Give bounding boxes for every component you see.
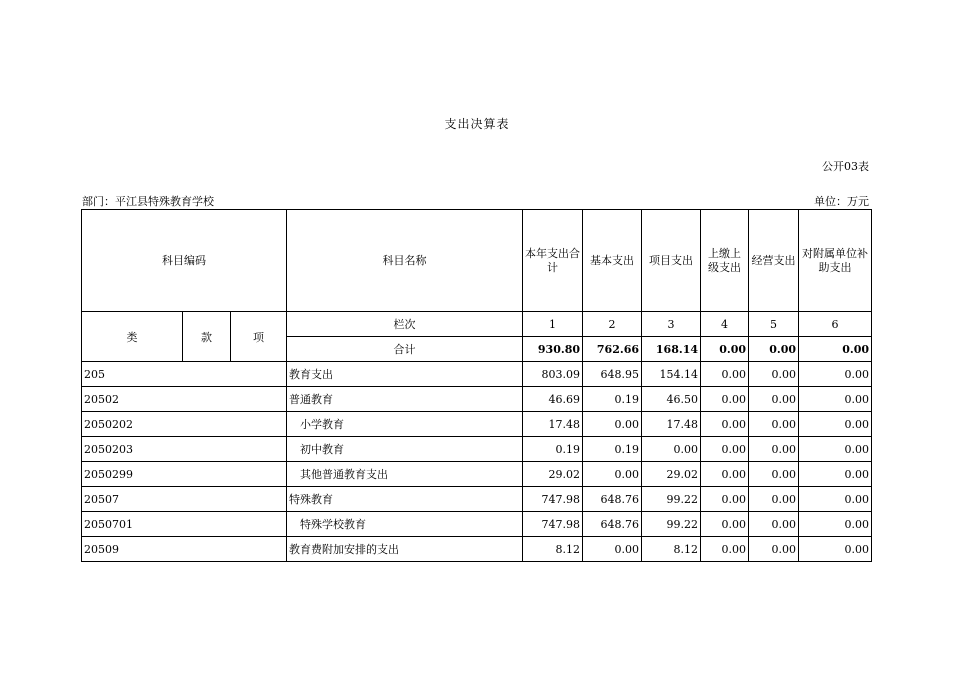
row-value: 0.00 — [799, 512, 872, 537]
total-label: 合计 — [287, 337, 523, 362]
header-upper: 上缴上级支出 — [701, 210, 749, 312]
unit-label: 单位：万元 — [814, 195, 869, 208]
row-value: 0.00 — [583, 537, 642, 562]
row-value: 0.00 — [642, 437, 701, 462]
header-project: 项目支出 — [642, 210, 701, 312]
header-basic: 基本支出 — [583, 210, 642, 312]
row-value: 154.14 — [642, 362, 701, 387]
row-code: 2050202 — [82, 412, 287, 437]
row-code: 2050203 — [82, 437, 287, 462]
row-value: 0.00 — [799, 487, 872, 512]
row-code: 2050701 — [82, 512, 287, 537]
row-value: 46.50 — [642, 387, 701, 412]
row-value: 29.02 — [642, 462, 701, 487]
row-value: 0.00 — [749, 437, 799, 462]
row-value: 8.12 — [523, 537, 583, 562]
row-value: 747.98 — [523, 487, 583, 512]
row-value: 29.02 — [523, 462, 583, 487]
row-value: 0.00 — [749, 487, 799, 512]
table-row — [82, 387, 872, 412]
form-number: 公开03表 — [822, 160, 869, 173]
row-code: 20509 — [82, 537, 287, 562]
row-value: 99.22 — [642, 512, 701, 537]
row-code: 2050299 — [82, 462, 287, 487]
header-row — [82, 210, 872, 312]
row-value: 0.19 — [523, 437, 583, 462]
row-name: 教育支出 — [287, 362, 523, 387]
row-value: 0.00 — [701, 437, 749, 462]
row-code: 20507 — [82, 487, 287, 512]
table-row — [82, 412, 872, 437]
total-value: 0.00 — [799, 337, 872, 362]
total-value: 762.66 — [583, 337, 642, 362]
row-value: 648.76 — [583, 512, 642, 537]
header-subsidy: 对附属单位补助支出 — [799, 210, 872, 312]
row-value: 0.00 — [701, 537, 749, 562]
row-value: 0.00 — [799, 362, 872, 387]
header-xiang: 项 — [231, 312, 287, 362]
row-value: 46.69 — [523, 387, 583, 412]
col-index-2: 2 — [583, 312, 642, 337]
row-value: 0.19 — [583, 387, 642, 412]
row-value: 0.19 — [583, 437, 642, 462]
row-code: 205 — [82, 362, 287, 387]
table-row — [82, 512, 872, 537]
row-name: 初中教育 — [287, 437, 523, 462]
row-value: 0.00 — [749, 512, 799, 537]
row-value: 0.00 — [701, 462, 749, 487]
row-value: 0.00 — [583, 462, 642, 487]
table-row — [82, 537, 872, 562]
row-code: 20502 — [82, 387, 287, 412]
header-operating: 经营支出 — [749, 210, 799, 312]
page-title: 支出决算表 — [444, 117, 510, 131]
total-value: 0.00 — [701, 337, 749, 362]
table-row — [82, 362, 872, 387]
row-value: 17.48 — [642, 412, 701, 437]
row-value: 0.00 — [749, 387, 799, 412]
row-value: 8.12 — [642, 537, 701, 562]
col-index-5: 5 — [749, 312, 799, 337]
row-value: 0.00 — [799, 462, 872, 487]
row-value: 0.00 — [701, 362, 749, 387]
table-row — [82, 487, 872, 512]
col-index-1: 1 — [523, 312, 583, 337]
header-total: 本年支出合计 — [523, 210, 583, 312]
department-label: 部门：平江县特殊教育学校 — [82, 195, 214, 208]
row-name: 特殊教育 — [287, 487, 523, 512]
col-index-4: 4 — [701, 312, 749, 337]
header-kuan: 款 — [183, 312, 231, 362]
row-value: 0.00 — [701, 487, 749, 512]
row-value: 0.00 — [799, 387, 872, 412]
row-value: 17.48 — [523, 412, 583, 437]
table-row — [82, 462, 872, 487]
expenditure-table — [81, 209, 872, 562]
col-index-3: 3 — [642, 312, 701, 337]
header-code: 科目编码 — [82, 210, 287, 312]
total-value: 0.00 — [749, 337, 799, 362]
header-name: 科目名称 — [287, 210, 523, 312]
row-name: 小学教育 — [287, 412, 523, 437]
column-index-row — [82, 312, 872, 337]
row-value: 0.00 — [701, 512, 749, 537]
row-value: 0.00 — [749, 412, 799, 437]
row-value: 0.00 — [799, 437, 872, 462]
row-name: 特殊学校教育 — [287, 512, 523, 537]
row-value: 0.00 — [749, 462, 799, 487]
row-value: 0.00 — [749, 362, 799, 387]
row-value: 0.00 — [749, 537, 799, 562]
row-value: 747.98 — [523, 512, 583, 537]
row-name: 其他普通教育支出 — [287, 462, 523, 487]
col-index-6: 6 — [799, 312, 872, 337]
total-value: 930.80 — [523, 337, 583, 362]
row-value: 0.00 — [701, 412, 749, 437]
row-value: 0.00 — [799, 412, 872, 437]
header-lei: 类 — [82, 312, 183, 362]
row-name: 普通教育 — [287, 387, 523, 412]
total-value: 168.14 — [642, 337, 701, 362]
row-value: 803.09 — [523, 362, 583, 387]
row-value: 0.00 — [583, 412, 642, 437]
row-value: 0.00 — [701, 387, 749, 412]
row-value: 648.76 — [583, 487, 642, 512]
row-value: 0.00 — [799, 537, 872, 562]
row-value: 648.95 — [583, 362, 642, 387]
header-lanci: 栏次 — [287, 312, 523, 337]
row-name: 教育费附加安排的支出 — [287, 537, 523, 562]
table-row — [82, 437, 872, 462]
row-value: 99.22 — [642, 487, 701, 512]
